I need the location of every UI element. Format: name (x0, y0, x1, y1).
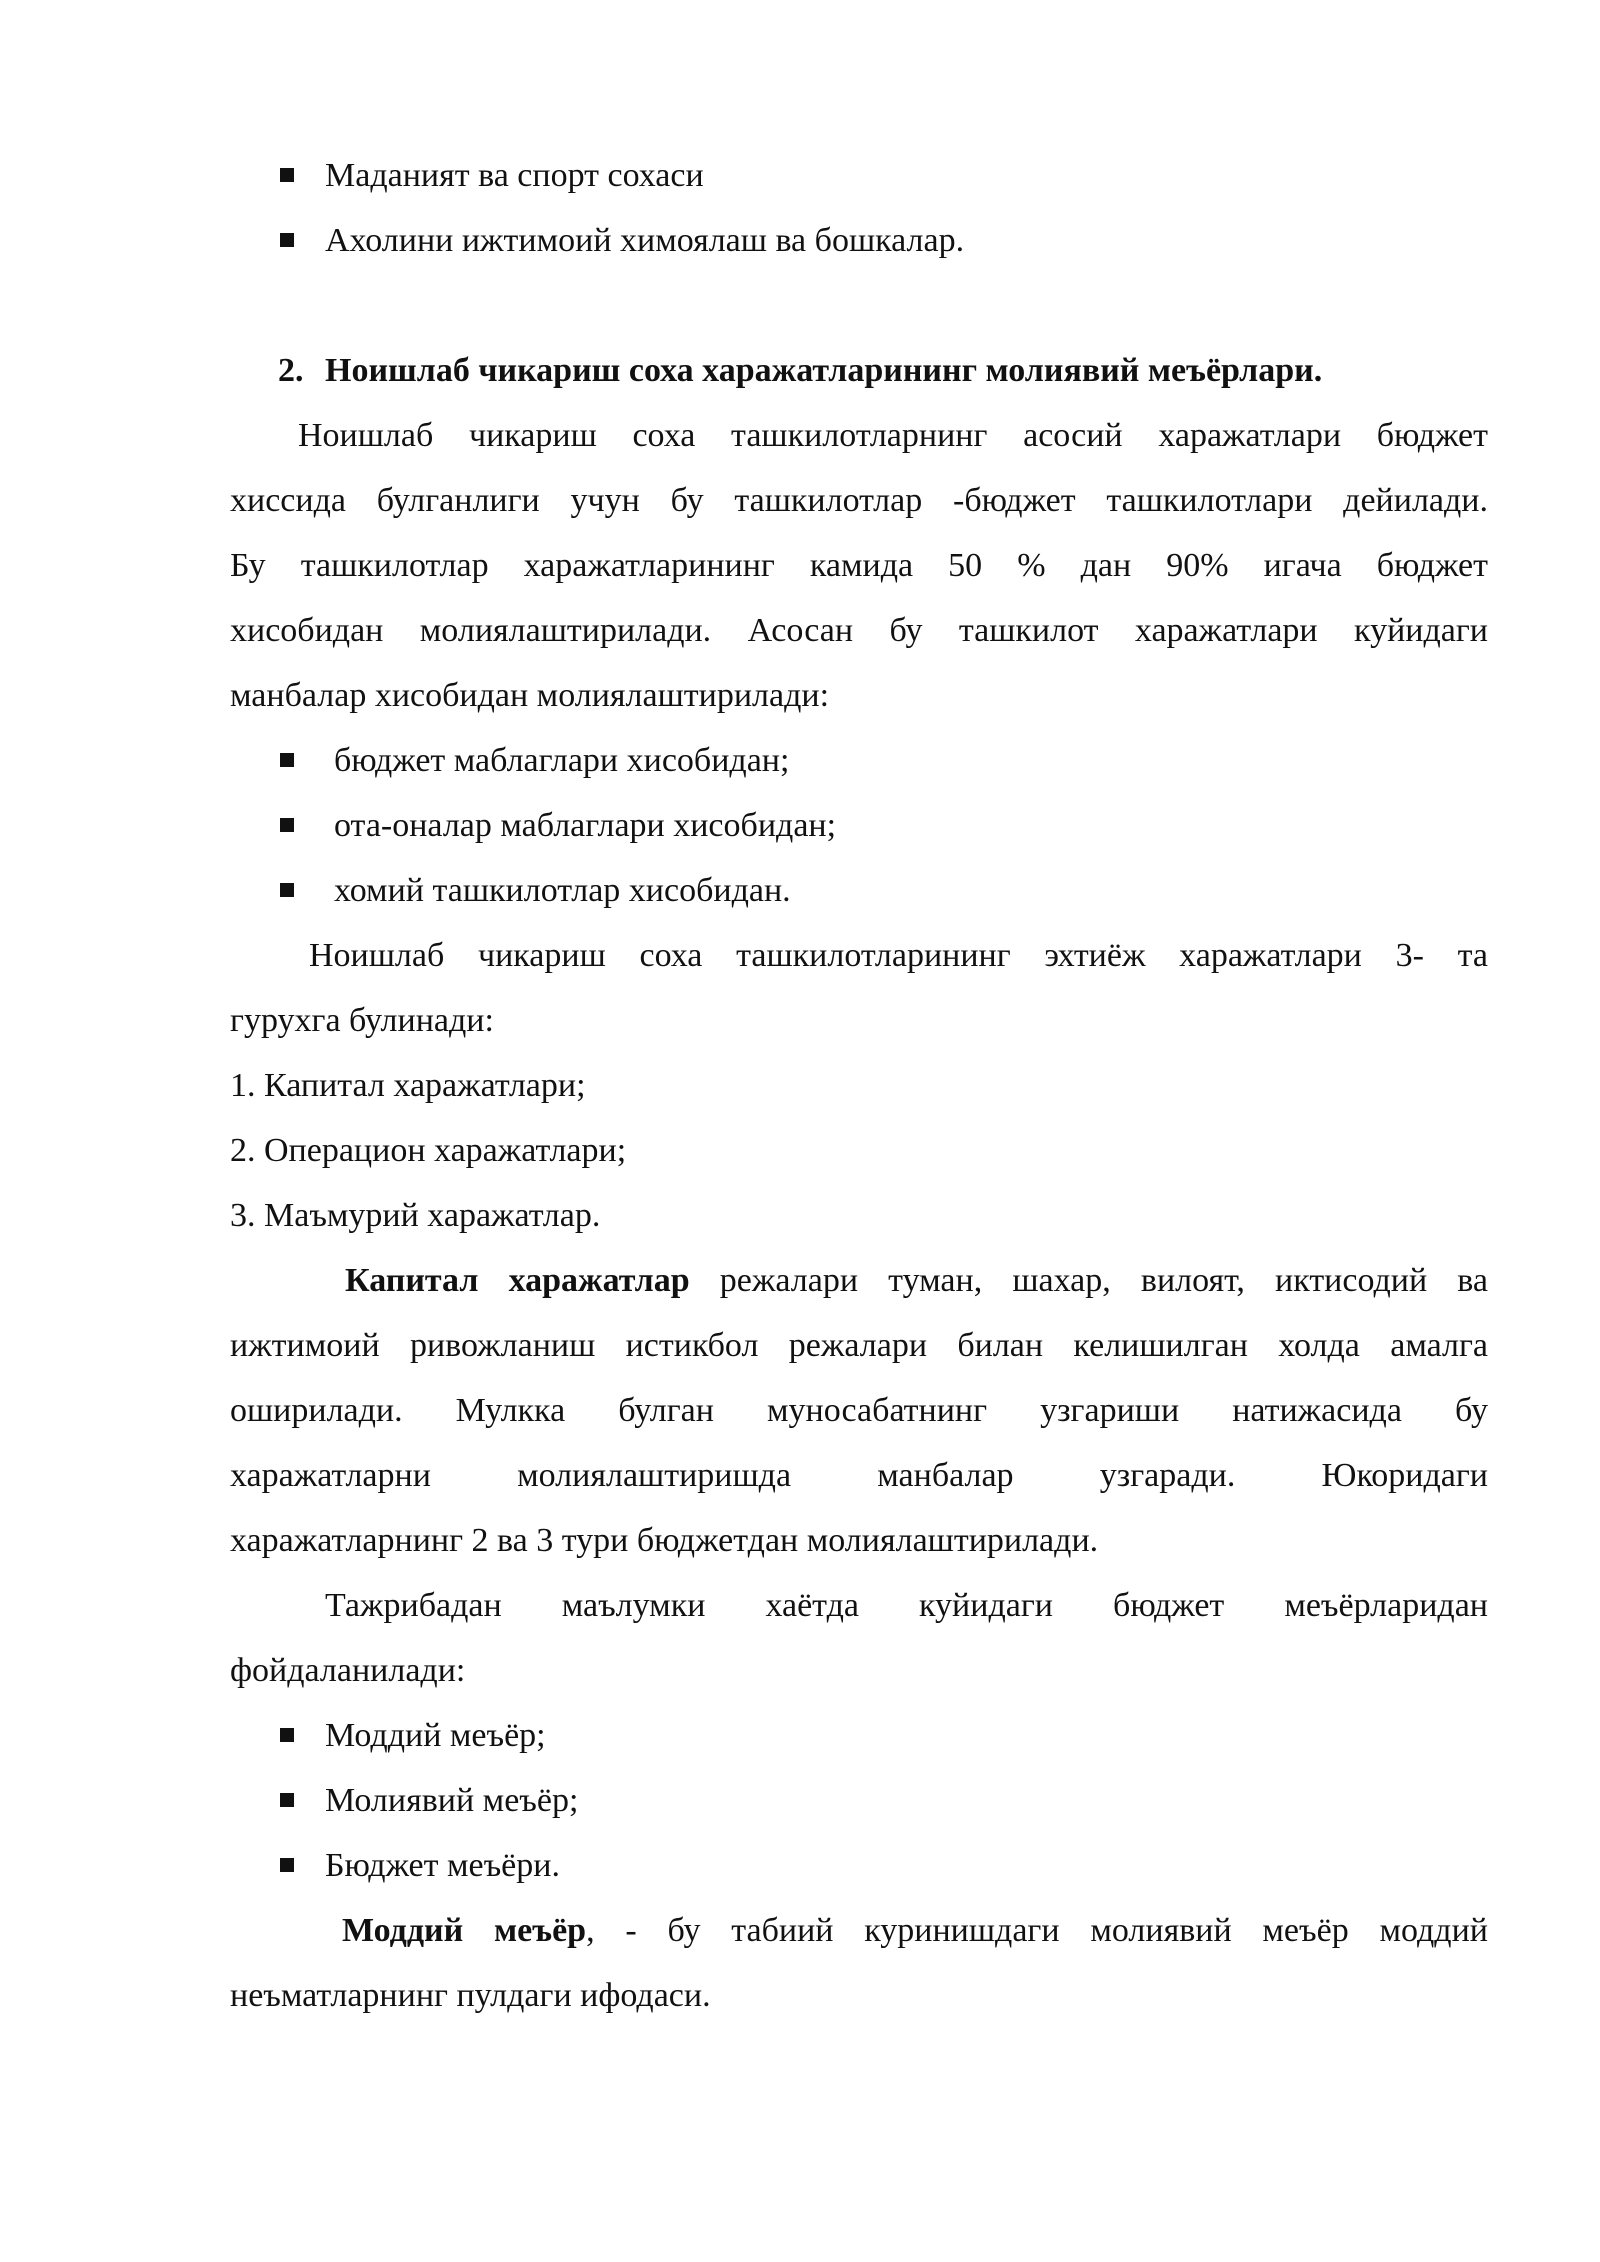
paragraph-line (345, 1248, 1488, 1313)
list-item: бюджет маблаглари хисобидан; (334, 742, 790, 779)
paragraph-line: харажатларни молиялаштиришда манбалар узгаради. Юкоридаги (230, 1457, 1488, 1494)
bullet-icon (280, 1858, 294, 1872)
paragraph-line: гурухга булинади: (230, 1002, 494, 1039)
numbered-item: 2. Операцион харажатлари; (230, 1132, 627, 1169)
paragraph-line: харажатларнинг 2 ва 3 тури бюджетдан молиялаштирилади. (230, 1522, 1099, 1559)
list-item: ота-оналар маблаглари хисобидан; (334, 807, 837, 844)
paragraph-line: Тажрибадан маълумки хаётда куйидаги бюджет меъёрларидан (325, 1587, 1488, 1624)
paragraph-line: манбалар хисобидан молиялаштирилади: (230, 677, 830, 714)
paragraph-text: , - бу табиий куринишдаги молиявий меъёр моддий (586, 1912, 1488, 1949)
paragraph-line: Ноишлаб чикариш соха ташкилотларнинг асосий харажатлари бюджет (298, 417, 1488, 454)
paragraph-line: ижтимоий ривожланиш истикбол режалари билан келишилган холда амалга (230, 1327, 1488, 1364)
section-title: Ноишлаб чикариш соха харажатларининг молиявий меъёрлари. (325, 352, 1323, 389)
list-item: Ахолини ижтимоий химоялаш ва бошкалар. (325, 222, 965, 259)
numbered-item: 1. Капитал харажатлари; (230, 1067, 586, 1104)
list-item: хомий ташкилотлар хисобидан. (334, 872, 791, 909)
bold-term: Капитал харажатлар (345, 1262, 690, 1299)
list-item: Маданият ва спорт сохаси (325, 157, 704, 194)
bullet-icon (280, 1728, 294, 1742)
numbered-item: 3. Маъмурий харажатлар. (230, 1197, 601, 1234)
list-item: Моддий меъёр; (325, 1717, 546, 1754)
bullet-icon (280, 883, 294, 897)
bullet-icon (280, 818, 294, 832)
paragraph-text: режалари туман, шахар, вилоят, иктисодий ва (689, 1262, 1489, 1299)
paragraph-line: хиссида булганлиги учун бу ташкилотлар -бюджет ташкилотлари дейилади. (230, 482, 1488, 519)
list-item: Молиявий меъёр; (325, 1782, 579, 1819)
bold-term: Моддий меъёр (342, 1912, 587, 1949)
paragraph-line: неъматларнинг пулдаги ифодаси. (230, 1977, 711, 2014)
bullet-icon (280, 1793, 294, 1807)
bullet-icon (280, 168, 294, 182)
paragraph-line (342, 1898, 1488, 1963)
paragraph-line: Ноишлаб чикариш соха ташкилотларининг эхтиёж харажатлари 3- та (309, 937, 1488, 974)
paragraph-line: хисобидан молиялаштирилади. Асосан бу ташкилот харажатлари куйидаги (230, 612, 1488, 649)
paragraph-line: Бу ташкилотлар харажатларининг камида 50 % дан 90% игача бюджет (230, 547, 1488, 584)
bullet-icon (280, 753, 294, 767)
list-item: Бюджет меъёри. (325, 1847, 560, 1884)
paragraph-line: оширилади. Мулкка булган муносабатнинг узгариши натижасида бу (230, 1392, 1488, 1429)
bullet-icon (280, 233, 294, 247)
section-number: 2. (278, 352, 304, 389)
paragraph-line: фойдаланилади: (230, 1652, 466, 1689)
